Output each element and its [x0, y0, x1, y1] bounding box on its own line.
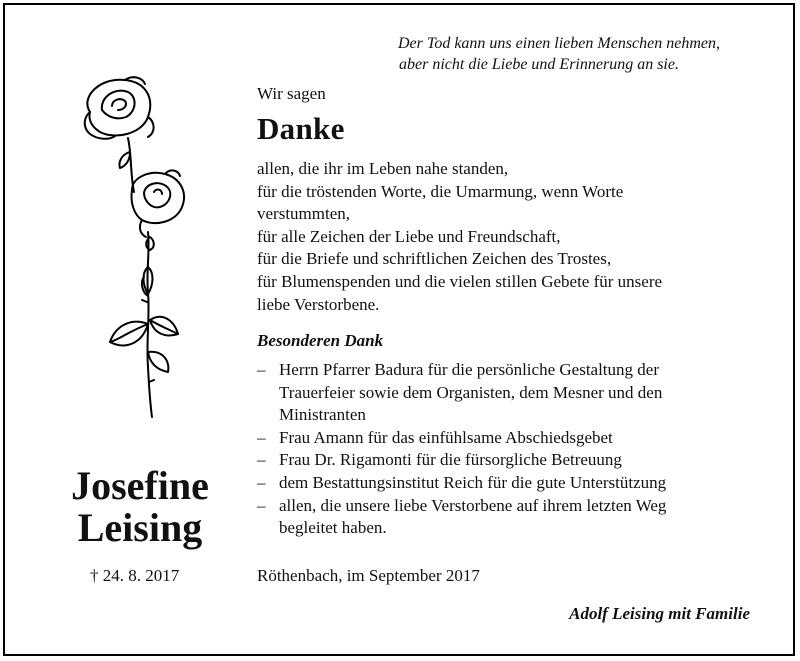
- motto-line-1: Der Tod kann uns einen lieben Menschen nehmen,: [398, 35, 720, 52]
- list-dash: –: [257, 495, 266, 515]
- body-line: für Blumenspenden und die vielen stillen Gebete für unsere: [257, 271, 663, 291]
- list-item: [257, 427, 757, 450]
- list-dash: –: [257, 360, 266, 379]
- list-item-line: Ministranten: [279, 405, 366, 425]
- deceased-name: [40, 465, 240, 549]
- list-item-line: dem Bestattungsinstitut Reich für die gute Unterstützung: [279, 472, 667, 492]
- rose-icon: [70, 72, 200, 432]
- list-item: [257, 472, 757, 495]
- body-line: für die tröstenden Worte, die Umarmung, wenn Worte: [257, 181, 624, 201]
- list-item-line: allen, die unsere liebe Verstorbene auf ihrem letzten Weg: [279, 495, 667, 515]
- place-date: Röthenbach, im September 2017: [257, 566, 480, 585]
- list-item: [257, 495, 757, 540]
- special-thanks-list: [257, 359, 757, 540]
- intro-text: Wir sagen: [257, 84, 326, 103]
- list-item-line: Trauerfeier sowie dem Organisten, dem Mesner und den: [279, 382, 663, 402]
- death-date: † 24. 8. 2017: [90, 566, 180, 585]
- list-dash: –: [257, 450, 266, 470]
- special-thanks-title: Besonderen Dank: [257, 331, 384, 350]
- list-item-line: Frau Amann für das einfühlsame Abschiedsgebet: [279, 427, 613, 447]
- body-line: allen, die ihr im Leben nahe standen,: [257, 159, 509, 178]
- list-dash: –: [257, 472, 266, 492]
- list-item-line: begleitet haben.: [279, 518, 387, 538]
- motto-line-2: aber nicht die Liebe und Erinnerung an sie.: [399, 56, 679, 73]
- list-item: [257, 449, 757, 472]
- deceased-last-name: Leising: [77, 505, 203, 550]
- motto: [398, 33, 748, 75]
- body-line: verstummten,: [257, 204, 351, 224]
- deceased-first-name: Josefine: [71, 463, 209, 508]
- rose-bloom-middle-icon: [131, 170, 184, 237]
- heading-danke: Danke: [257, 111, 345, 146]
- body-line: für alle Zeichen der Liebe und Freundschaft,: [257, 226, 561, 246]
- rose-bloom-top-icon: [85, 77, 154, 139]
- body-line: liebe Verstorbene.: [257, 294, 380, 314]
- list-item-line: Herrn Pfarrer Badura für die persönliche Gestaltung der: [279, 360, 659, 379]
- list-item: [257, 359, 757, 427]
- body-line: für die Briefe und schriftlichen Zeichen des Trostes,: [257, 249, 612, 269]
- thanks-body: [257, 158, 662, 316]
- list-dash: –: [257, 427, 266, 447]
- signature: Adolf Leising mit Familie: [569, 604, 750, 623]
- list-item-line: Frau Dr. Rigamonti für die fürsorgliche Betreuung: [279, 450, 622, 470]
